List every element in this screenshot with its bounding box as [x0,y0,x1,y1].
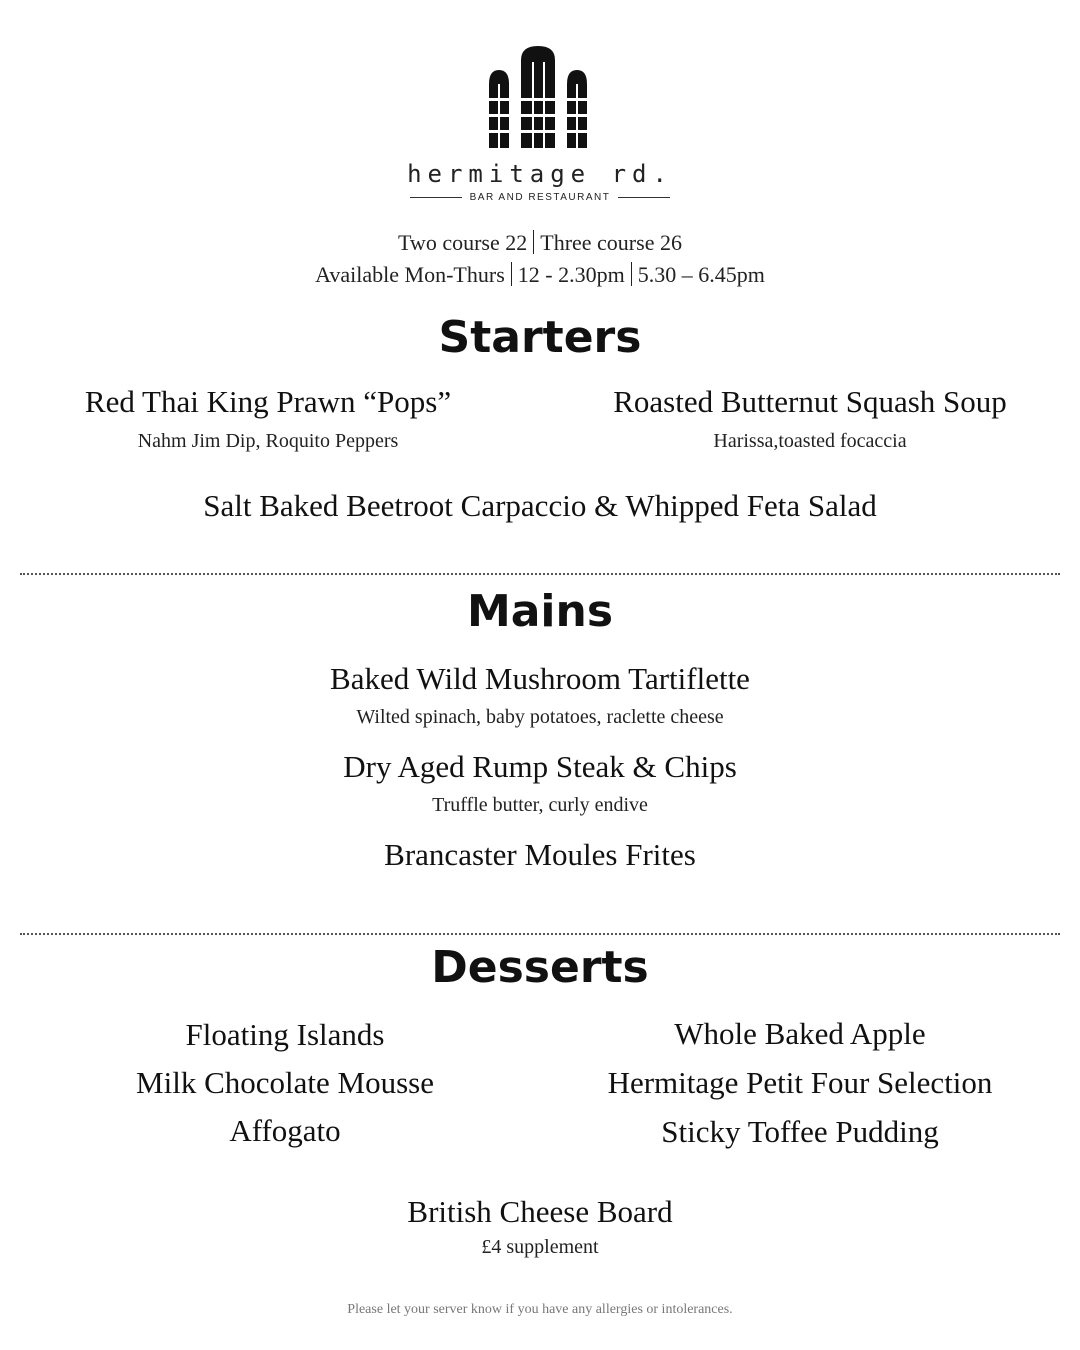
lunch-hours: 12 - 2.30pm [517,262,625,287]
starter-item-name: Roasted Butternut Squash Soup [613,384,1007,419]
dessert-item: Hermitage Petit Four Selection [607,1065,993,1100]
main-item-desc: Wilted spinach, baby potatoes, raclette cheese [356,706,724,728]
main-item-desc: Truffle butter, curly endive [432,794,648,816]
main-item-name: Dry Aged Rump Steak & Chips [343,749,737,784]
starter-item-desc: Harissa,toasted focaccia [713,430,907,452]
divider [618,197,670,198]
dessert-item: Floating Islands [185,1017,385,1052]
mains-heading: Mains [466,586,614,637]
separator [511,262,512,286]
divider [410,197,462,198]
separator [533,230,534,254]
desserts-heading: Desserts [431,942,649,993]
two-course-price: Two course 22 [398,230,528,255]
available-days: Available Mon-Thurs [315,262,505,287]
dinner-hours: 5.30 – 6.45pm [637,262,765,287]
dessert-item: Whole Baked Apple [674,1016,926,1051]
cheese-board-name: British Cheese Board [407,1194,673,1229]
section-divider [20,573,1060,575]
starter-item-name: Salt Baked Beetroot Carpaccio & Whipped Feta Salad [203,488,877,523]
main-item-name: Brancaster Moules Frites [384,837,696,872]
dessert-item: Affogato [229,1113,341,1148]
cheese-board-supplement: £4 supplement [481,1236,599,1258]
starters-heading: Starters [438,312,642,363]
main-item-name: Baked Wild Mushroom Tartiflette [330,661,750,696]
pricing-line [0,230,1080,256]
brand-tagline-row [410,192,670,203]
brand-tagline: BAR AND RESTAURANT [469,192,611,203]
dessert-item: Milk Chocolate Mousse [136,1065,434,1100]
section-divider [20,933,1060,935]
window-arches-icon [487,44,589,150]
allergy-note: Please let your server know if you have any allergies or intolerances. [347,1302,733,1317]
separator [631,262,632,286]
starter-item-desc: Nahm Jim Dip, Roquito Peppers [137,430,399,452]
restaurant-logo [487,44,589,150]
starter-item-name: Red Thai King Prawn “Pops” [84,384,452,419]
availability-line [0,262,1080,288]
dessert-item: Sticky Toffee Pudding [661,1114,939,1149]
three-course-price: Three course 26 [540,230,682,255]
brand-name: hermitage rd. [407,160,673,188]
